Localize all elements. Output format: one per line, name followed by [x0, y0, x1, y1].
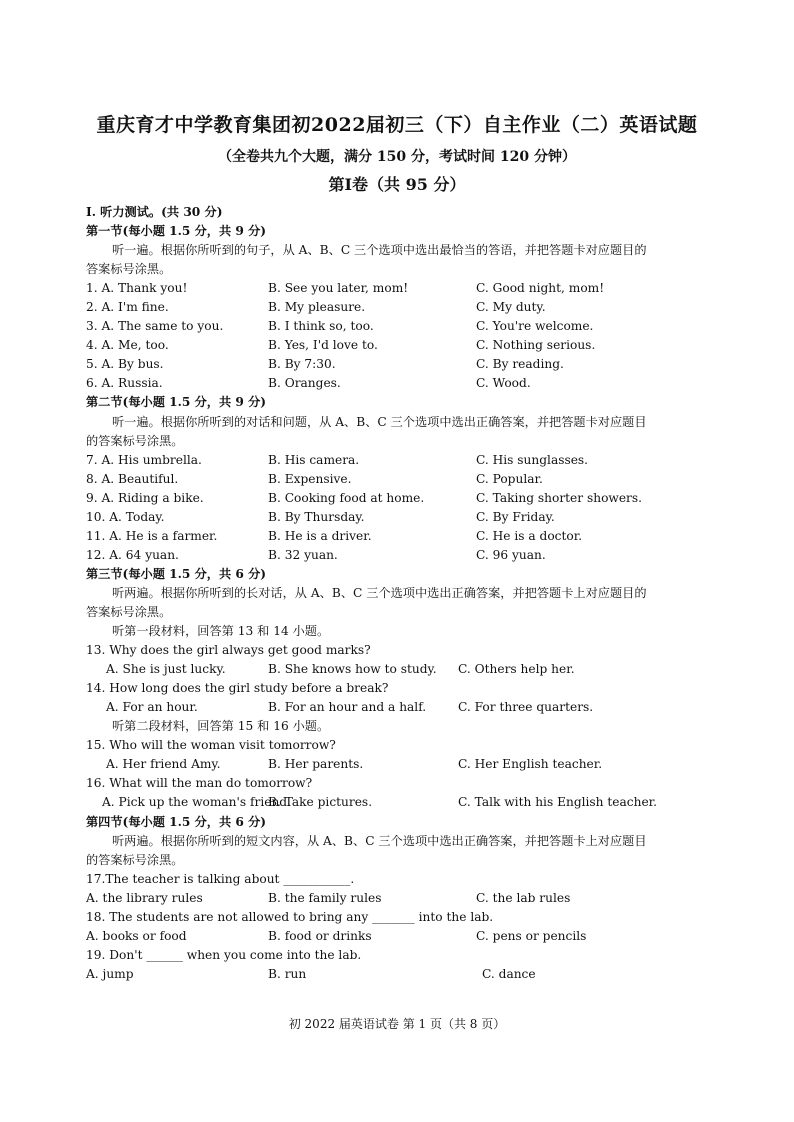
question-row	[86, 470, 690, 489]
subsection-3-instruction-cont: 答案标号涂黑。	[86, 604, 172, 619]
subsection-2-questions	[86, 451, 690, 565]
option-a: 3. A. The same to you.	[86, 319, 224, 334]
subsection-3-title: 第三节(每小题 1.5 分，共 6 分)	[86, 566, 267, 581]
question-13-options	[86, 660, 690, 679]
option-b: B. See you later, mom!	[268, 281, 409, 296]
option-b: B. His camera.	[268, 452, 360, 467]
option-a: A. For an hour.	[106, 700, 198, 715]
option-a: A. books or food	[86, 928, 187, 943]
option-a: 6. A. Russia.	[86, 376, 163, 391]
option-b: B. run	[268, 966, 307, 981]
question-18-options	[86, 927, 690, 946]
question-row	[86, 336, 690, 355]
question-row	[86, 374, 690, 393]
subsection-2-instruction-cont: 的答案标号涂黑。	[86, 433, 184, 448]
question-13: 13. Why does the girl always get good marks?	[86, 643, 371, 658]
question-row	[86, 489, 690, 508]
option-b: B. Oranges.	[268, 376, 341, 391]
option-a: 9. A. Riding a bike.	[86, 490, 204, 505]
option-a: A. Her friend Amy.	[106, 757, 221, 772]
question-15: 15. Who will the woman visit tomorrow?	[86, 738, 336, 753]
option-a: A. jump	[86, 966, 134, 981]
subsection-4-title: 第四节(每小题 1.5 分，共 6 分)	[86, 814, 267, 829]
question-14-options	[86, 698, 690, 717]
question-row	[86, 527, 690, 546]
material-1-note: 听第一段材料，回答第 13 和 14 小题。	[112, 624, 330, 639]
option-a: A. Pick up the woman's friend.	[102, 795, 291, 810]
option-c: C. Others help her.	[458, 662, 575, 677]
subsection-1-instruction: 听一遍。根据你所听到的句子，从 A、B、C 三个选项中选出最恰当的答语，并把答题卡对应题目的	[112, 243, 647, 258]
question-row	[86, 508, 690, 527]
part-title: 第Ⅰ卷（共 95 分）	[328, 175, 466, 194]
option-c: C. His sunglasses.	[476, 452, 589, 467]
option-c: C. Good night, mom!	[476, 281, 605, 296]
option-c: C. My duty.	[476, 300, 546, 315]
question-17-options	[86, 889, 690, 908]
question-row	[86, 317, 690, 336]
option-b: B. Cooking food at home.	[268, 490, 425, 505]
subsection-3-instruction: 听两遍。根据你所听到的长对话，从 A、B、C 三个选项中选出正确答案，并把答题卡上对应题目的	[112, 585, 647, 600]
question-row	[86, 298, 690, 317]
option-b: B. Expensive.	[268, 471, 352, 486]
option-b: B. food or drinks	[268, 928, 372, 943]
page-footer: 初 2022 届英语试卷 第 1 页（共 8 页）	[288, 1017, 506, 1031]
question-19: 19. Don't ______ when you come into the lab.	[86, 947, 362, 962]
option-b: B. For an hour and a half.	[268, 700, 427, 715]
section-heading: I. 听力测试。(共 30 分)	[86, 205, 223, 219]
option-a: 1. A. Thank you!	[86, 281, 188, 296]
option-a: 11. A. He is a farmer.	[86, 528, 218, 543]
option-c: C. Wood.	[476, 376, 531, 391]
question-17: 17.The teacher is talking about ___________.	[86, 871, 355, 886]
option-b: B. He is a driver.	[268, 528, 372, 543]
option-c: C. Her English teacher.	[458, 757, 603, 772]
option-a: 7. A. His umbrella.	[86, 452, 202, 467]
question-row	[86, 546, 690, 565]
option-c: C. pens or pencils	[476, 928, 587, 943]
option-c: C. By Friday.	[476, 509, 555, 524]
option-b: B. I think so, too.	[268, 319, 374, 334]
question-15-options	[86, 755, 690, 774]
question-16: 16. What will the man do tomorrow?	[86, 776, 313, 791]
question-row	[86, 355, 690, 374]
option-c: C. Talk with his English teacher.	[458, 795, 658, 810]
option-c: C. Nothing serious.	[476, 338, 596, 353]
option-b: B. the family rules	[268, 890, 382, 905]
material-2-note: 听第二段材料，回答第 15 和 16 小题。	[112, 719, 330, 734]
option-c: C. dance	[482, 966, 536, 981]
question-row	[86, 451, 690, 470]
subsection-4-instruction-cont: 的答案标号涂黑。	[86, 852, 184, 867]
option-b: B. 32 yuan.	[268, 547, 338, 562]
subsection-1-questions	[86, 279, 690, 393]
option-b: B. Take pictures.	[268, 795, 373, 810]
question-row	[86, 279, 690, 298]
subsection-1-title: 第一节(每小题 1.5 分，共 9 分)	[86, 224, 267, 239]
subsection-4-instruction: 听两遍。根据你所听到的短文内容，从 A、B、C 三个选项中选出正确答案，并把答题卡上对应题目	[112, 833, 647, 848]
option-b: B. Her parents.	[268, 757, 364, 772]
option-c: C. For three quarters.	[458, 700, 594, 715]
question-14: 14. How long does the girl study before a break?	[86, 681, 389, 696]
option-a: 12. A. 64 yuan.	[86, 547, 179, 562]
option-b: B. She knows how to study.	[268, 662, 437, 677]
subsection-1-instruction-cont: 答案标号涂黑。	[86, 262, 172, 277]
option-c: C. He is a doctor.	[476, 528, 583, 543]
option-a: A. the library rules	[86, 890, 203, 905]
subsection-2-title: 第二节(每小题 1.5 分，共 9 分)	[86, 395, 267, 410]
option-a: 4. A. Me, too.	[86, 338, 169, 353]
option-a: 10. A. Today.	[86, 509, 165, 524]
option-b: B. My pleasure.	[268, 300, 366, 315]
option-a: 8. A. Beautiful.	[86, 471, 179, 486]
option-c: C. the lab rules	[476, 890, 571, 905]
exam-content	[86, 203, 690, 984]
option-c: C. Popular.	[476, 471, 543, 486]
exam-subtitle: （全卷共九个大题，满分 150 分，考试时间 120 分钟）	[218, 149, 576, 165]
question-19-options	[86, 965, 690, 984]
option-b: B. By 7:30.	[268, 357, 336, 372]
question-18: 18. The students are not allowed to bring any _______ into the lab.	[86, 909, 494, 924]
option-a: A. She is just lucky.	[106, 662, 226, 677]
option-c: C. You're welcome.	[476, 319, 594, 334]
option-a: 2. A. I'm fine.	[86, 300, 169, 315]
question-16-options	[86, 793, 690, 812]
option-c: C. 96 yuan.	[476, 547, 546, 562]
option-c: C. Taking shorter showers.	[476, 490, 643, 505]
exam-title: 重庆育才中学教育集团初2022届初三（下）自主作业（二）英语试题	[96, 114, 698, 136]
option-c: C. By reading.	[476, 357, 564, 372]
option-b: B. By Thursday.	[268, 509, 365, 524]
option-b: B. Yes, I'd love to.	[268, 338, 378, 353]
option-a: 5. A. By bus.	[86, 357, 164, 372]
subsection-2-instruction: 听一遍。根据你所听到的对话和问题，从 A、B、C 三个选项中选出正确答案，并把答题卡对应题目	[112, 414, 647, 429]
